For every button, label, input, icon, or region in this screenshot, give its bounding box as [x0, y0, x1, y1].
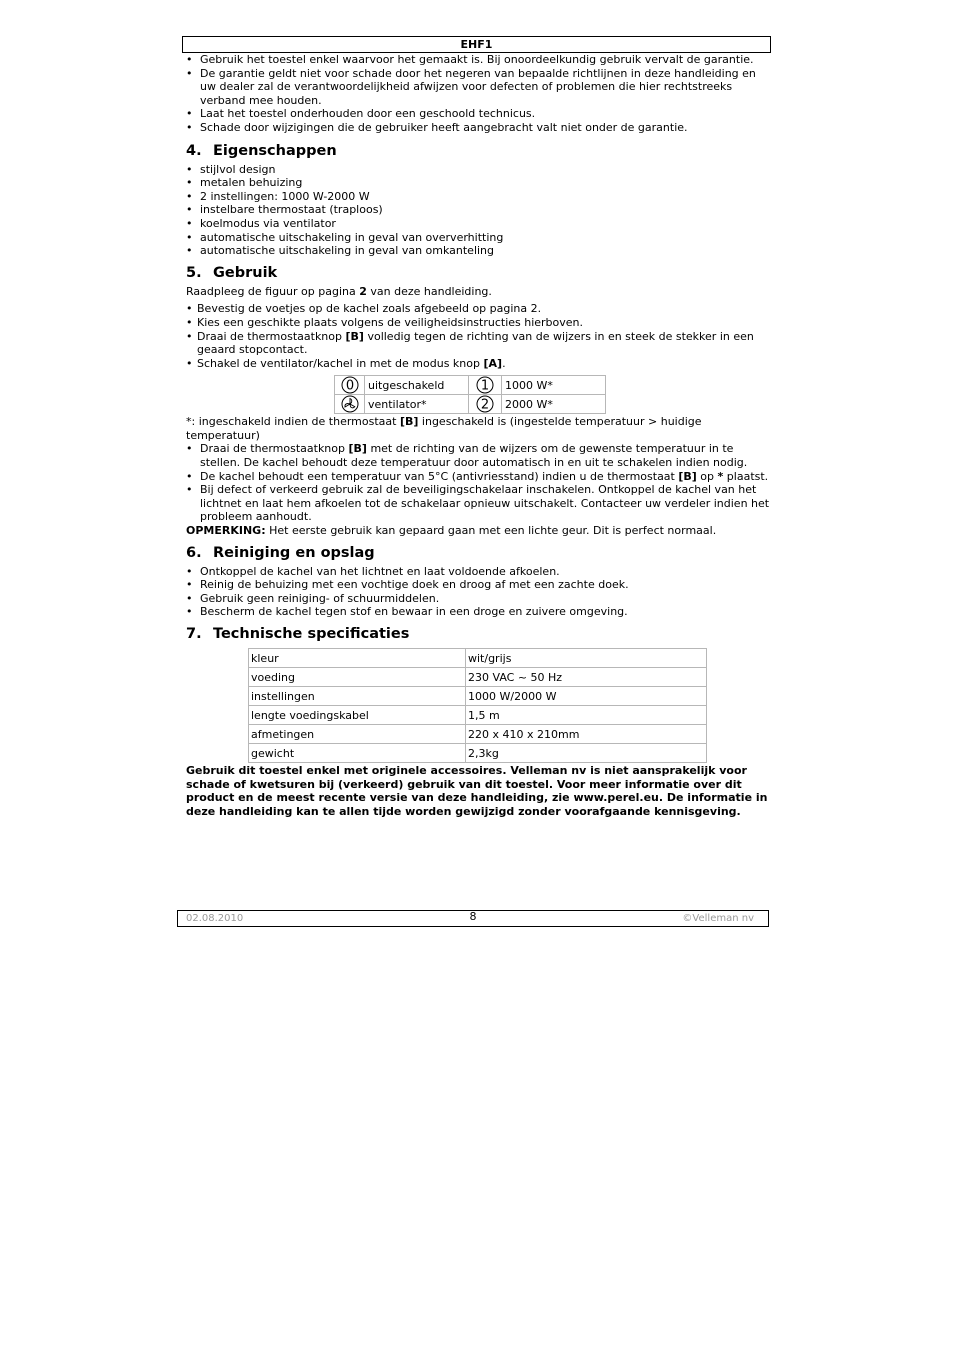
- level-1-icon: [475, 376, 495, 394]
- cleaning-list: [186, 565, 770, 619]
- warranty-list: [186, 53, 770, 135]
- mode-icon-cell: [469, 395, 502, 414]
- fan-icon: [340, 395, 360, 413]
- model-name: EHF1: [460, 38, 493, 51]
- spec-value: 2,3kg: [466, 744, 707, 763]
- section-title: Eigenschappen: [213, 142, 337, 159]
- footer-copyright: ©Velleman nv: [682, 913, 754, 924]
- list-item: • metalen behuizing: [186, 176, 770, 190]
- mode-label: uitgeschakeld: [365, 376, 469, 395]
- mode-power: 1000 W*: [502, 376, 606, 395]
- list-item: • Schade door wijzigingen die de gebruiker heeft aangebracht valt niet onder de garantie.: [186, 121, 770, 135]
- list-item: • De garantie geldt niet voor schade door het negeren van bepaalde richtlijnen in deze handleiding en uw dealer zal de verantwoordelijkheid afwijzen voor defecten of problemen die hier rechtstreeks verband mee houden.: [186, 67, 770, 108]
- list-item: • instelbare thermostaat (traploos): [186, 203, 770, 217]
- spec-key: kleur: [249, 649, 466, 668]
- spec-key: lengte voedingskabel: [249, 706, 466, 725]
- mode-power: 2000 W*: [502, 395, 606, 414]
- usage-intro: Raadpleeg de figuur op pagina 2 van deze handleiding.: [186, 284, 492, 298]
- usage-steps: [186, 302, 770, 370]
- section-number: 4.: [186, 142, 202, 159]
- section-heading-specificaties: [186, 625, 770, 643]
- list-item: • Gebruik geen reiniging- of schuurmiddelen.: [186, 592, 770, 606]
- spec-table: [248, 648, 707, 763]
- list-item: • koelmodus via ventilator: [186, 217, 770, 231]
- section-title: Reiniging en opslag: [213, 544, 375, 561]
- list-item: • Laat het toestel onderhouden door een geschoold technicus.: [186, 107, 770, 121]
- list-item: • automatische uitschakeling in geval van oververhitting: [186, 231, 770, 245]
- mode-table: [334, 375, 606, 414]
- list-item: • Bij defect of verkeerd gebruik zal de beveiligingschakelaar inschakelen. Ontkoppel de kachel van het lichtnet en laat hem afkoelen tot de schakelaar opnieuw uitschakelt. Contacteer uw verdeler indien het probleem aanhoudt.: [186, 483, 770, 524]
- page-content: [186, 53, 770, 818]
- list-item: • 2 instellingen: 1000 W-2000 W: [186, 190, 770, 204]
- level-2-icon: [475, 395, 495, 413]
- svg-text:0: 0: [345, 378, 354, 394]
- section-title: Technische specificaties: [213, 626, 410, 642]
- footer-date: 02.08.2010: [186, 913, 244, 924]
- page-header: [182, 36, 771, 53]
- remark: OPMERKING: Het eerste gebruik kan gepaard gaan met een lichte geur. Dit is perfect normaal.: [186, 524, 717, 538]
- list-item: • Ontkoppel de kachel van het lichtnet en laat voldoende afkoelen.: [186, 565, 770, 579]
- section-heading-reiniging: [186, 544, 770, 562]
- svg-text:2: 2: [480, 397, 490, 413]
- closing-statement: Gebruik dit toestel enkel met originele accessoires. Velleman nv is niet aansprakelijk voor schade of kwetsuren bij (verkeerd) gebruik van dit toestel. Voor meer informatie over dit product en de meest recente versie van deze handleiding, zie www.perel.eu. De informatie in deze handleiding kan te allen tijde worden gewijzigd zonder voorafgaande kennisgeving.: [186, 764, 768, 818]
- list-item: • Bescherm de kachel tegen stof en bewaar in een droge en zuivere omgeving.: [186, 605, 770, 619]
- off-mode-icon: [340, 376, 360, 394]
- mode-icon-cell: [335, 395, 365, 414]
- list-item: • stijlvol design: [186, 163, 770, 177]
- svg-text:1: 1: [480, 378, 490, 394]
- section-number: 5.: [186, 264, 202, 281]
- spec-key: voeding: [249, 668, 466, 687]
- spec-value: 230 VAC ~ 50 Hz: [466, 668, 707, 687]
- table-row: [249, 706, 707, 725]
- spec-value: 220 x 410 x 210mm: [466, 725, 707, 744]
- section-number: 7.: [186, 626, 202, 642]
- spec-key: instellingen: [249, 687, 466, 706]
- table-row: [249, 687, 707, 706]
- list-item: • Reinig de behuizing met een vochtige doek en droog af met een zachte doek.: [186, 578, 770, 592]
- list-item: • automatische uitschakeling in geval van omkanteling: [186, 244, 770, 258]
- spec-value: 1000 W/2000 W: [466, 687, 707, 706]
- table-row: [249, 649, 707, 668]
- list-item: • Gebruik het toestel enkel waarvoor het gemaakt is. Bij onoordeelkundig gebruik vervalt de garantie.: [186, 53, 770, 67]
- mode-icon-cell: [335, 376, 365, 395]
- page-footer: [177, 910, 769, 927]
- list-item: • De kachel behoudt een temperatuur van 5°C (antivriesstand) indien u de thermostaat [B] op * plaatst.: [186, 470, 770, 484]
- section-number: 6.: [186, 544, 202, 561]
- spec-key: gewicht: [249, 744, 466, 763]
- section-heading-gebruik: [186, 264, 770, 282]
- spec-key: afmetingen: [249, 725, 466, 744]
- thermostat-list: [186, 442, 770, 524]
- mode-label: ventilator*: [365, 395, 469, 414]
- features-list: [186, 163, 770, 258]
- section-title: Gebruik: [213, 264, 278, 281]
- table-row: [335, 395, 606, 414]
- list-item: • Draai de thermostaatknop [B] volledig tegen de richting van de wijzers in en steek de stekker in een geaard stopcontact.: [186, 330, 770, 357]
- list-item: • Bevestig de voetjes op de kachel zoals afgebeeld op pagina 2.: [186, 302, 770, 316]
- table-row: [249, 725, 707, 744]
- list-item: • Kies een geschikte plaats volgens de veiligheidsinstructies hierboven.: [186, 316, 770, 330]
- spec-value: 1,5 m: [466, 706, 707, 725]
- spec-value: wit/grijs: [466, 649, 707, 668]
- list-item: • Draai de thermostaatknop [B] met de richting van de wijzers om de gewenste temperatuur in te stellen. De kachel behoudt deze temperatuur door automatisch in en uit te schakelen indien nodig.: [186, 442, 770, 469]
- thermostat-note: *: ingeschakeld indien de thermostaat [B] ingeschakeld is (ingestelde temperatuur > huidige temperatuur): [186, 415, 702, 442]
- table-row: [335, 376, 606, 395]
- section-heading-eigenschappen: [186, 142, 770, 160]
- list-item: • Schakel de ventilator/kachel in met de modus knop [A].: [186, 357, 770, 371]
- mode-icon-cell: [469, 376, 502, 395]
- table-row: [249, 668, 707, 687]
- table-row: [249, 744, 707, 763]
- page-number: 8: [469, 910, 477, 923]
